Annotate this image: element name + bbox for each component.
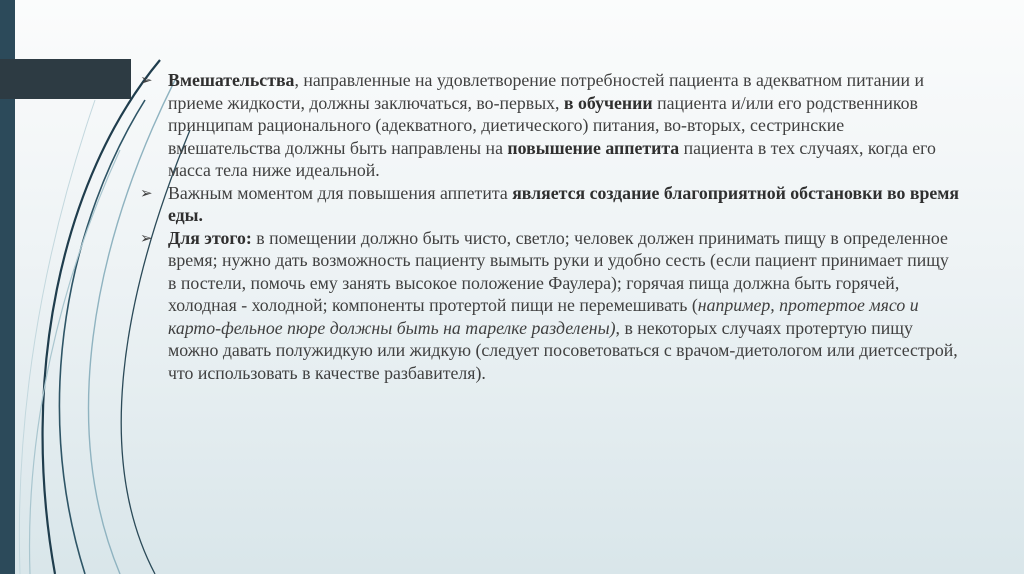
slide-body <box>140 69 960 384</box>
bold-text: в обучении <box>563 92 653 113</box>
bold-text: является создание благоприятной обстановки во время еды. <box>168 182 959 225</box>
bold-text: повышение аппетита <box>507 137 680 158</box>
bullet-arrow-icon: ➢ <box>140 71 153 89</box>
body-text: , в некоторых случаях протертую пищу можно давать полужидкую или жидкую (следует посоветоваться с врачом-диетологом или диетсестрой, что использовать в качестве разбавителя). <box>168 317 958 383</box>
bullet-item <box>140 182 960 227</box>
bullet-arrow-icon: ➢ <box>140 228 153 247</box>
title-tab <box>0 59 131 99</box>
italic-text: например, протертое мясо и карто-фельное пюре должны быть на тарелке разделены) <box>168 295 919 338</box>
body-text: в помещении должно быть чисто, светло; человек должен принимать пищу в определенное время; нужно дать возможность пациенту вымыть руки и удобно сесть (если пациент принимает пищу в постели, помочь ему занять высокое положение Фаулера); горячая пища должна быть горячей, холодная - холодной; компоненты протертой пищи не перемешивать ( <box>168 227 949 315</box>
bold-text: Для этого: <box>168 227 252 248</box>
bold-text: Вмешательства <box>168 70 295 90</box>
bullet-item <box>140 69 960 182</box>
body-text: пациента и/или его родственников принципам рационального (адекватного, диетического) питания, во-вторых, сестринские вмешательства должны быть направлены на <box>168 92 918 158</box>
body-text: Важным моментом для повышения аппетита <box>168 182 513 203</box>
body-text: пациента в тех случаях, когда его масса тела ниже идеальной. <box>168 137 936 180</box>
bullet-arrow-icon: ➢ <box>140 183 153 202</box>
bullet-list <box>140 69 960 384</box>
body-text: , направленные на удовлетворение потребностей пациента в адекватном питании и приеме жидкости, должны заключаться, во-первых, <box>168 70 925 113</box>
bullet-item <box>140 227 960 385</box>
